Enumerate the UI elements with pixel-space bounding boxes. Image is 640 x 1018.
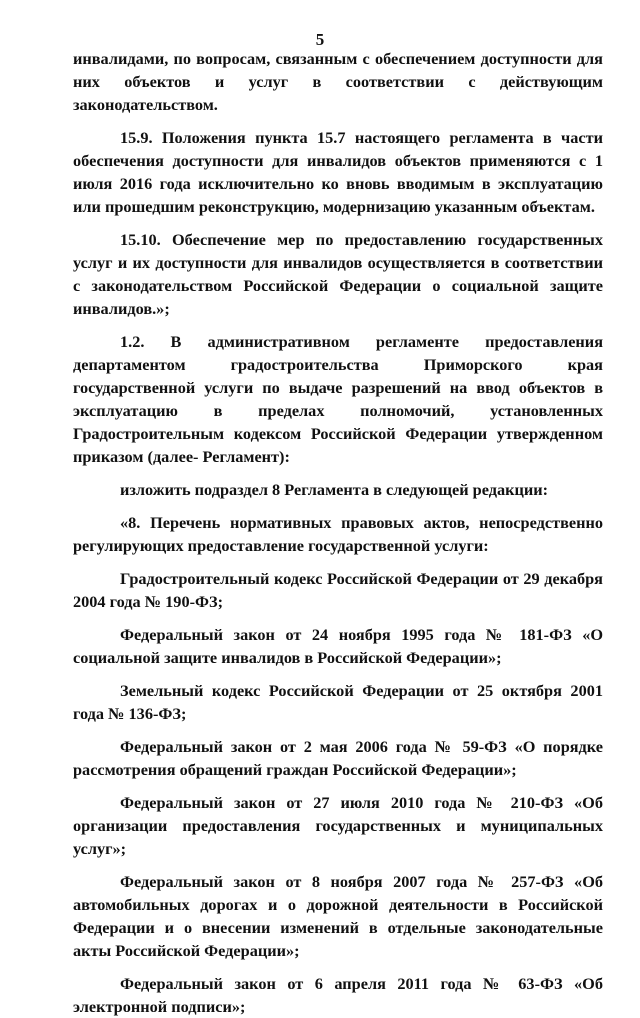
paragraph: 15.9. Положения пункта 15.7 настоящего регламента в части обеспечения доступности для инвалидов объектов применяются с 1 июля 2016 года исключительно ко вновь вводимым в эксплуатацию или прошедшим реконструкцию, модернизацию указанным объектам. — [73, 128, 603, 216]
paragraph: 1.2. В административном регламенте предоставления департаментом градостроительства Приморского края государственной услуги по выдаче разрешений на ввод объектов в эксплуатацию в пределах полномочий, установленных Градостроительным кодексом Российской Федерации утвержденном приказом (далее- Регламент): — [73, 332, 603, 466]
paragraph: «8. Перечень нормативных правовых актов, непосредственно регулирующих предоставление государственной услуги: — [73, 513, 603, 555]
paragraph: изложить подраздел 8 Регламента в следующей редакции: — [120, 480, 549, 499]
paragraph: Федеральный закон от 6 апреля 2011 года № 63-ФЗ «Об электронной подписи»; — [73, 974, 603, 1016]
paragraph: Федеральный закон от 8 ноября 2007 года № 257-ФЗ «Об автомобильных дорогах и о дорожной деятельности в Российской Федерации и о внесении изменений в отдельные законодательные акты Российской Федерации»; — [73, 872, 603, 960]
paragraph: Градостроительный кодекс Российской Федерации от 29 декабря 2004 года № 190-ФЗ; — [73, 569, 603, 611]
paragraph: инвалидами, по вопросам, связанным с обеспечением доступности для них объектов и услуг в соответствии с действующим законодательством. — [73, 49, 603, 114]
page-number: 5 — [315, 30, 325, 49]
paragraph: Федеральный закон от 27 июля 2010 года № 210-ФЗ «Об организации предоставления государственных и муниципальных услуг»; — [73, 793, 603, 858]
document-body — [73, 47, 603, 1018]
paragraph: 15.10. Обеспечение мер по предоставлению государственных услуг и их доступности для инвалидов осуществляется в соответствии с законодательством Российской Федерации о социальной защите инвалидов.»; — [73, 230, 603, 318]
paragraph: Земельный кодекс Российской Федерации от 25 октября 2001 года № 136-ФЗ; — [73, 681, 603, 723]
paragraph: Федеральный закон от 2 мая 2006 года № 59-ФЗ «О порядке рассмотрения обращений граждан Российской Федерации»; — [73, 737, 603, 779]
paragraph: Федеральный закон от 24 ноября 1995 года № 181-ФЗ «О социальной защите инвалидов в Российской Федерации»; — [73, 625, 603, 667]
